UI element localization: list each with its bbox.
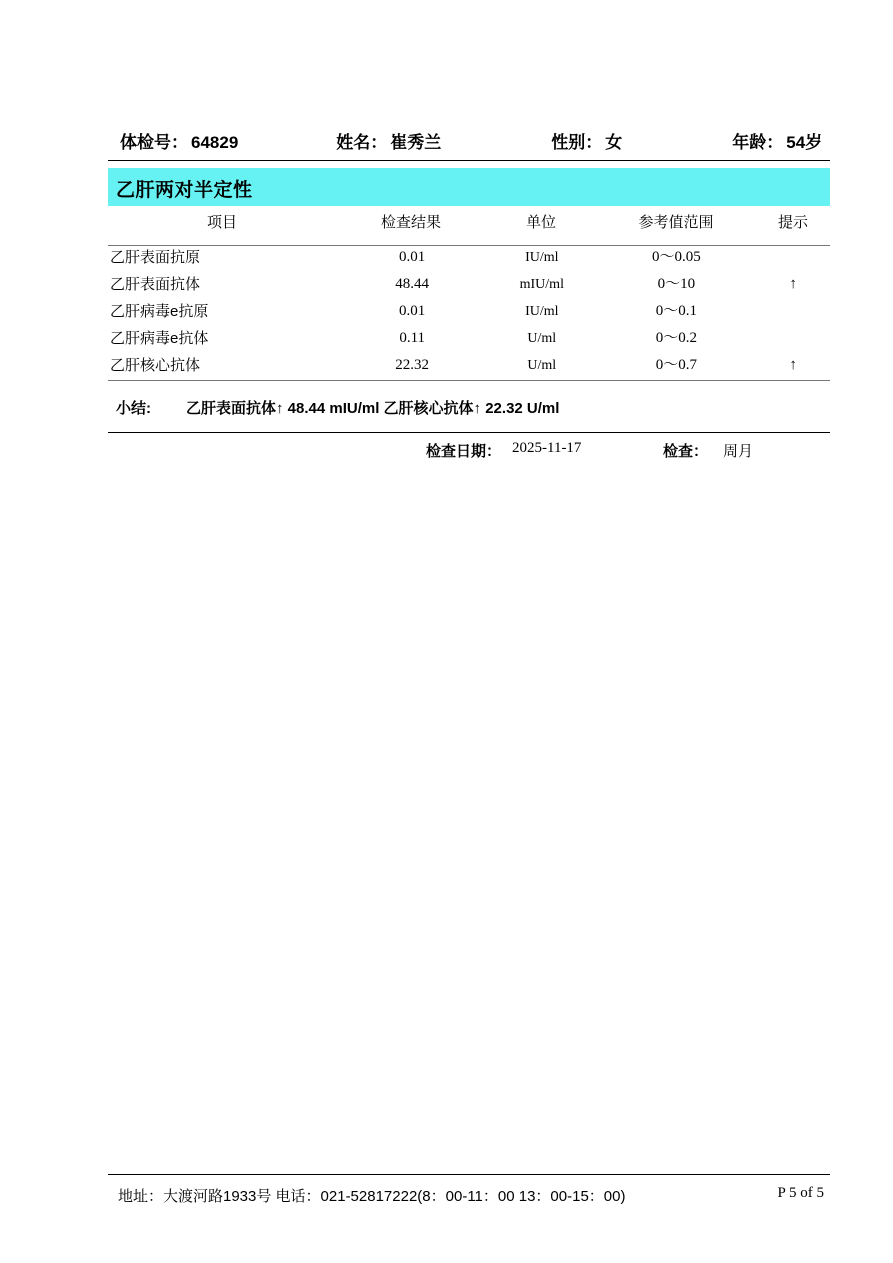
patient-name-label: 姓名： (336, 133, 388, 152)
summary-label: 小结: (116, 399, 151, 417)
row-reference: 0～0.2 (655, 330, 698, 346)
row-unit: IU/ml (525, 250, 559, 265)
patient-sex-value: 女 (605, 133, 623, 152)
row-item: 乙肝表面抗原 (110, 249, 201, 266)
patient-age-label: 年龄： (732, 133, 784, 152)
exam-date-value: 2025-11-17 (512, 440, 582, 456)
results-table (108, 210, 830, 379)
row-reference: 0～0.05 (652, 249, 701, 265)
column-header-result: 检查结果 (380, 214, 441, 231)
row-reference: 0～0.1 (655, 303, 698, 319)
row-unit: IU/ml (525, 304, 559, 319)
patient-age-value: 54岁 (786, 133, 823, 152)
row-result: 0.11 (399, 330, 426, 346)
patient-id (120, 128, 238, 153)
row-unit: U/ml (527, 358, 557, 373)
header-divider (108, 160, 830, 161)
footer-page-number: P 5 of 5 (777, 1185, 824, 1201)
row-reference: 0～10 (657, 276, 696, 292)
table-row (108, 271, 830, 298)
footer-divider (108, 1174, 830, 1175)
row-result: 0.01 (399, 249, 426, 265)
exam-doctor-label: 检查： (663, 443, 709, 460)
patient-id-label: 体检号： (120, 133, 188, 152)
row-flag: ↑ (789, 357, 797, 373)
section-title-band (108, 168, 830, 206)
row-reference: 0～0.7 (655, 357, 698, 373)
page-footer (108, 1185, 830, 1211)
summary-block (108, 384, 830, 430)
patient-name (336, 128, 441, 153)
patient-age (732, 128, 822, 153)
table-row (108, 244, 830, 271)
patient-sex (551, 128, 622, 153)
column-header-flag: 提示 (777, 214, 808, 231)
exam-info-line (108, 440, 830, 466)
row-result: 0.01 (399, 303, 426, 319)
table-row (108, 352, 830, 379)
table-header-divider (108, 245, 830, 246)
patient-header (108, 128, 830, 158)
column-header-unit: 单位 (525, 214, 556, 231)
column-header-item: 项目 (206, 214, 237, 231)
row-item: 乙肝核心抗体 (110, 357, 201, 374)
row-unit: U/ml (527, 331, 557, 346)
table-body-divider (108, 380, 830, 381)
row-result: 22.32 (395, 357, 430, 373)
row-item: 乙肝表面抗体 (110, 276, 201, 293)
row-result: 48.44 (395, 276, 430, 292)
table-row (108, 298, 830, 325)
summary-text: 乙肝表面抗体↑ 48.44 mIU/ml 乙肝核心抗体↑ 22.32 U/ml (186, 399, 560, 417)
exam-doctor-value: 周月 (723, 443, 754, 460)
row-unit: mIU/ml (519, 277, 564, 292)
footer-address: 地址：大渡河路1933号 电话：021-52817222(8：00-11：00 13：00-15：00) (118, 1188, 626, 1205)
column-header-reference: 参考值范围 (638, 214, 714, 231)
row-flag: ↑ (789, 276, 797, 292)
exam-date-label: 检查日期： (426, 443, 502, 460)
patient-name-value: 崔秀兰 (390, 133, 442, 152)
row-item: 乙肝病毒e抗原 (110, 303, 209, 320)
table-header-row (108, 210, 830, 236)
patient-id-value: 64829 (191, 133, 239, 152)
row-item: 乙肝病毒e抗体 (110, 330, 209, 347)
table-row (108, 325, 830, 352)
patient-sex-label: 性别： (551, 133, 603, 152)
summary-divider (108, 432, 830, 433)
section-title: 乙肝两对半定性 (116, 180, 253, 201)
